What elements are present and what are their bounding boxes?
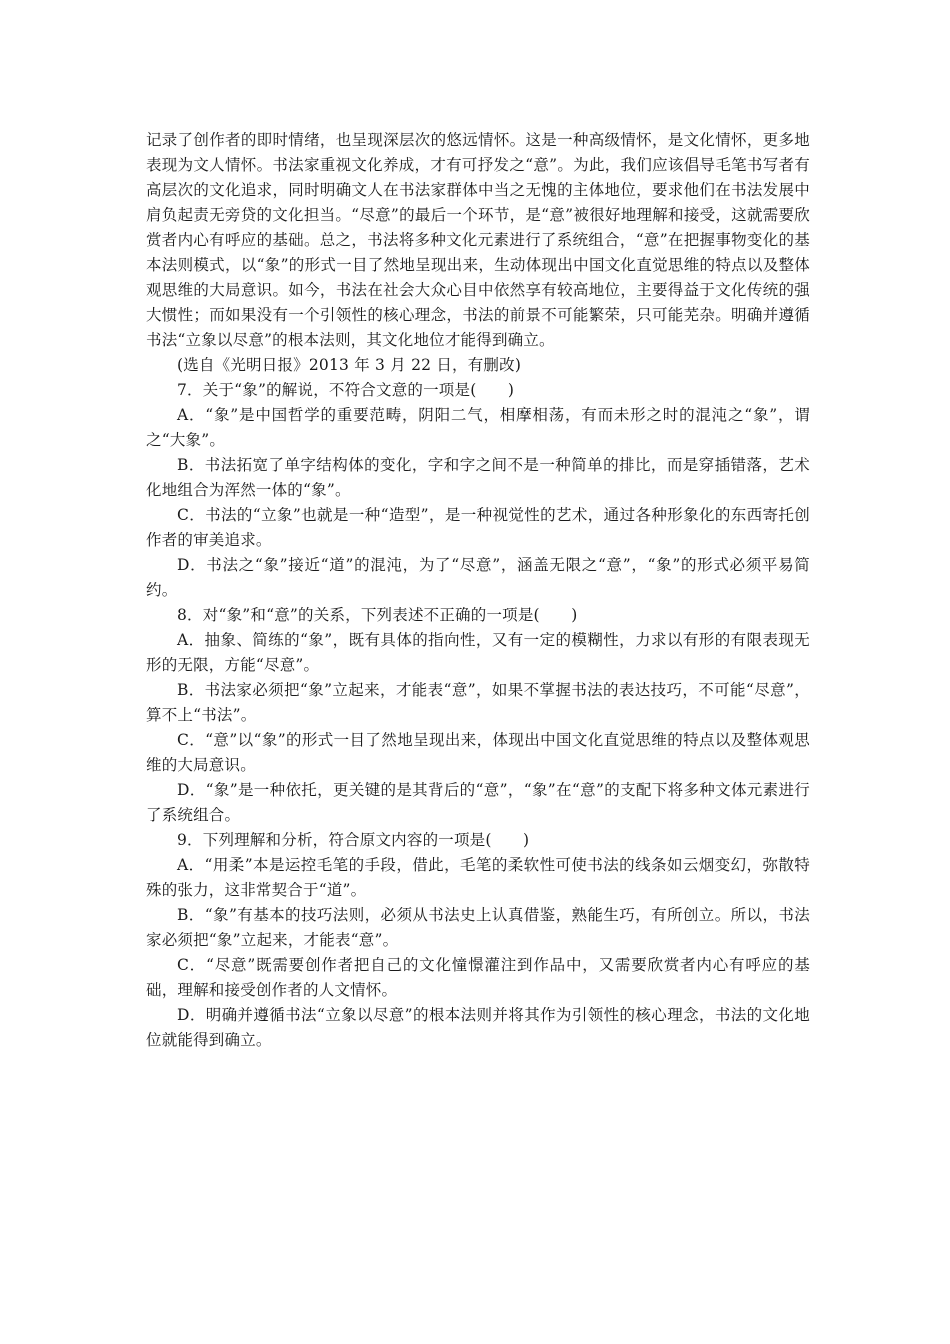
question-option: C．“意”以“象”的形式一目了然地呈现出来，体现出中国文化直觉思维的特点以及整体观思维的大局意识。 bbox=[146, 731, 810, 774]
question-option: B．书法家必须把“象”立起来，才能表“意”，如果不掌握书法的表达技巧，不可能“尽意”，算不上“书法”。 bbox=[146, 681, 810, 724]
question-option: D．书法之“象”接近“道”的混沌，为了“尽意”，涵盖无限之“意”，“象”的形式必须平易简约。 bbox=[146, 556, 810, 599]
question-stem: 7．关于“象”的解说，不符合文意的一项是( ) bbox=[177, 381, 515, 399]
passage-paragraph: 记录了创作者的即时情绪，也呈现深层次的悠远情怀。这是一种高级情怀，是文化情怀，更多地表现为文人情怀。书法家重视文化养成，才有可抒发之“意”。为此，我们应该倡导毛笔书写者有高层次的文化追求，同时明确文人在书法家群体中当之无愧的主体地位，要求他们在书法发展中肩负起责无旁贷的文化担当。“尽意”的最后一个环节，是“意”被很好地理解和接受，这就需要欣赏者内心有呼应的基础。总之，书法将多种文化元素进行了系统组合，“意”在把握事物变化的基本法则模式，以“象”的形式一目了然地呈现出来，生动体现出中国文化直觉思维的特点以及整体观思维的大局意识。如今，书法在社会大众心目中依然享有较高地位，主要得益于文化传统的强大惯性；而如果没有一个引领性的核心理念，书法的前景不可能繁荣，只可能芜杂。明确并遵循书法“立象以尽意”的根本法则，其文化地位才能得到确立。 bbox=[146, 131, 810, 349]
question-option: A．“用柔”本是运控毛笔的手段，借此，毛笔的柔软性可使书法的线条如云烟变幻，弥散特殊的张力，这非常契合于“道”。 bbox=[146, 856, 810, 899]
question-option: A．“象”是中国哲学的重要范畴，阴阳二气，相摩相荡，有而未形之时的混沌之“象”，谓之“大象”。 bbox=[146, 406, 810, 449]
question-stem: 9．下列理解和分析，符合原文内容的一项是( ) bbox=[177, 831, 530, 849]
question-option: D．明确并遵循书法“立象以尽意”的根本法则并将其作为引领性的核心理念，书法的文化地位就能得到确立。 bbox=[146, 1006, 810, 1049]
question-option: C．“尽意”既需要创作者把自己的文化憧憬灌注到作品中，又需要欣赏者内心有呼应的基础，理解和接受创作者的人文情怀。 bbox=[146, 956, 810, 999]
question-7 bbox=[146, 378, 810, 603]
question-option: A．抽象、简练的“象”，既有具体的指向性，又有一定的模糊性，力求以有形的有限表现无形的无限，方能“尽意”。 bbox=[146, 631, 810, 674]
question-option: D．“象”是一种依托，更关键的是其背后的“意”，“象”在“意”的支配下将多种文体元素进行了系统组合。 bbox=[146, 781, 810, 824]
question-9 bbox=[146, 828, 810, 1053]
document-page bbox=[146, 128, 810, 1053]
passage-source: (选自《光明日报》2013 年 3 月 22 日，有删改) bbox=[177, 356, 522, 374]
question-stem: 8．对“象”和“意”的关系，下列表述不正确的一项是( ) bbox=[177, 606, 578, 624]
question-option: C．书法的“立象”也就是一种“造型”，是一种视觉性的艺术，通过各种形象化的东西寄托创作者的审美追求。 bbox=[146, 506, 810, 549]
question-8 bbox=[146, 603, 810, 828]
question-option: B．书法拓宽了单字结构体的变化，字和字之间不是一种简单的排比，而是穿插错落，艺术化地组合为浑然一体的“象”。 bbox=[146, 456, 810, 499]
question-option: B．“象”有基本的技巧法则，必须从书法史上认真借鉴，熟能生巧，有所创立。所以，书法家必须把“象”立起来，才能表“意”。 bbox=[146, 906, 810, 949]
